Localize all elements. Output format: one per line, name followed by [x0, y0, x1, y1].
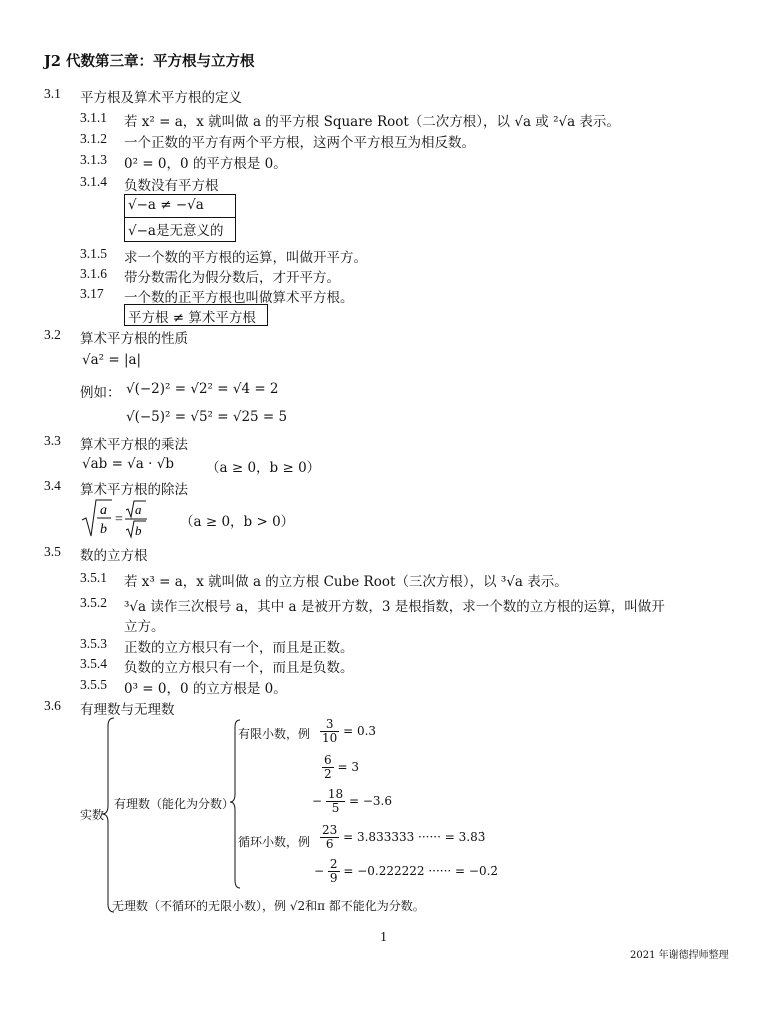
example-label: 例如： — [80, 385, 121, 401]
item-text: 正数的立方根只有一个，而且是正数。 — [124, 640, 354, 656]
note-box — [124, 194, 236, 242]
item-text: 若 x³ = a，x 就叫做 a 的立方根 Cube Root（三次方根），以 ³√a 表示。 — [124, 574, 568, 590]
tree-finite-label: 有限小数，例 — [238, 727, 311, 741]
equation: √ab = √a · √b — [82, 456, 174, 472]
item-text: 0² = 0，0 的平方根是 0。 — [124, 156, 287, 172]
item-text: ³√a 读作三次根号 a，其中 a 是被开方数，3 是根指数，求一个数的立方根的运算，叫做开 — [124, 599, 665, 615]
box-line-1: √−a ≠ −√a — [128, 197, 204, 213]
item-number: 3.5.1 — [80, 570, 107, 585]
item-text-continued: 立方。 — [124, 619, 165, 635]
section-heading: 数的立方根 — [80, 548, 148, 564]
fraction-numerator: 23 — [322, 823, 338, 837]
item-text: 0³ = 0，0 的立方根是 0。 — [124, 681, 287, 697]
fraction-sign: − — [314, 864, 325, 879]
fraction-denominator: 2 — [324, 767, 332, 782]
svg-text:=: = — [115, 512, 123, 527]
item-text: 带分数需化为假分数后，才开平方。 — [124, 270, 340, 286]
item-number: 3.5.3 — [80, 636, 107, 651]
section-number: 3.4 — [44, 478, 61, 493]
fraction-sign: − — [312, 794, 323, 809]
fraction-result: = −0.222222 ······ = −0.2̇ — [343, 864, 499, 879]
tree-fraction-row — [314, 858, 498, 885]
fraction-numerator: 3 — [320, 718, 339, 732]
section-number: 3.6 — [44, 698, 61, 713]
tree-irrational: 无理数（不循环的无限小数），例 √2和π 都不能化为分数。 — [112, 899, 425, 913]
item-number: 3.1.4 — [80, 174, 107, 189]
item-text: 一个数的正平方根也叫做算术平方根。 — [124, 290, 354, 306]
fraction-numerator: 6 — [324, 753, 332, 767]
section-number: 3.5 — [44, 544, 61, 559]
item-number: 3.17 — [80, 286, 104, 301]
tree-fraction-row — [320, 718, 376, 745]
section-number: 3.1 — [44, 86, 61, 101]
tree-fraction-row — [322, 754, 359, 781]
section-heading: 有理数与无理数 — [80, 702, 175, 718]
svg-text:b: b — [135, 523, 142, 538]
fraction-denominator: 9 — [329, 871, 338, 886]
fraction-result: = 3 — [337, 760, 359, 775]
svg-text:a: a — [135, 502, 142, 517]
item-number: 3.1.5 — [80, 246, 107, 261]
equation: √(−5)² = √5² = √25 = 5 — [126, 409, 288, 425]
item-number: 3.5.2 — [80, 595, 107, 610]
tree-real: 实数 — [80, 808, 105, 822]
fraction-result: = −3.6 — [349, 794, 393, 809]
condition: （a ≥ 0，b > 0） — [180, 514, 295, 530]
condition: （a ≥ 0，b ≥ 0） — [206, 460, 321, 476]
item-number: 3.1.3 — [80, 152, 107, 167]
item-text: 一个正数的平方有两个平方根，这两个平方根互为相反数。 — [124, 135, 475, 151]
section-heading: 算术平方根的除法 — [80, 482, 188, 498]
fraction-numerator: 2 — [329, 857, 338, 871]
box-line-2: √−a是无意义的 — [128, 223, 224, 239]
section-number: 3.2 — [44, 327, 61, 342]
fraction-denominator: 10 — [322, 731, 338, 746]
document-title: J2 代数第三章：平方根与立方根 — [44, 53, 255, 70]
equation: √(−2)² = √2² = √4 = 2 — [126, 381, 279, 397]
fraction-denominator: 5 — [331, 801, 340, 816]
section-number: 3.3 — [44, 433, 61, 448]
note-box — [124, 304, 268, 326]
item-number: 3.1.2 — [80, 131, 107, 146]
box-divider — [125, 217, 235, 218]
section-heading: 平方根及算术平方根的定义 — [80, 90, 242, 106]
page-number: 1 — [380, 930, 387, 945]
item-number: 3.1.6 — [80, 266, 107, 281]
section-heading: 算术平方根的乘法 — [80, 437, 188, 453]
equation: √a² = |a| — [82, 352, 142, 368]
item-number: 3.5.5 — [80, 677, 107, 692]
item-text: 负数的立方根只有一个，而且是负数。 — [124, 660, 354, 676]
item-text: 负数没有平方根 — [124, 178, 219, 194]
fraction-result: = 3.833333 ······ = 3.83̇ — [343, 830, 486, 845]
brace-rational — [228, 718, 242, 890]
fraction-numerator: 18 — [327, 787, 344, 801]
box-line: 平方根 ≠ 算术平方根 — [128, 310, 256, 326]
division-formula — [80, 498, 150, 540]
svg-text:b: b — [100, 522, 107, 537]
tree-repeat-label: 循环小数，例 — [238, 835, 311, 849]
fraction-denominator: 6 — [325, 837, 334, 852]
svg-text:a: a — [100, 503, 107, 518]
tree-rational: 有理数（能化为分数） — [114, 797, 235, 811]
tree-fraction-row — [312, 788, 392, 815]
tree-fraction-row — [320, 824, 485, 851]
item-text: 求一个数的平方根的运算，叫做开平方。 — [124, 250, 367, 266]
item-text: 若 x² = a，x 就叫做 a 的平方根 Square Root（二次方根），以 √a 或 ²√a 表示。 — [124, 114, 620, 130]
item-number: 3.5.4 — [80, 656, 107, 671]
footer-credit: 2021 年谢德捍师整理 — [630, 950, 729, 961]
item-number: 3.1.1 — [80, 110, 107, 125]
section-heading: 算术平方根的性质 — [80, 331, 188, 347]
fraction-result: = 0.3 — [343, 724, 377, 739]
